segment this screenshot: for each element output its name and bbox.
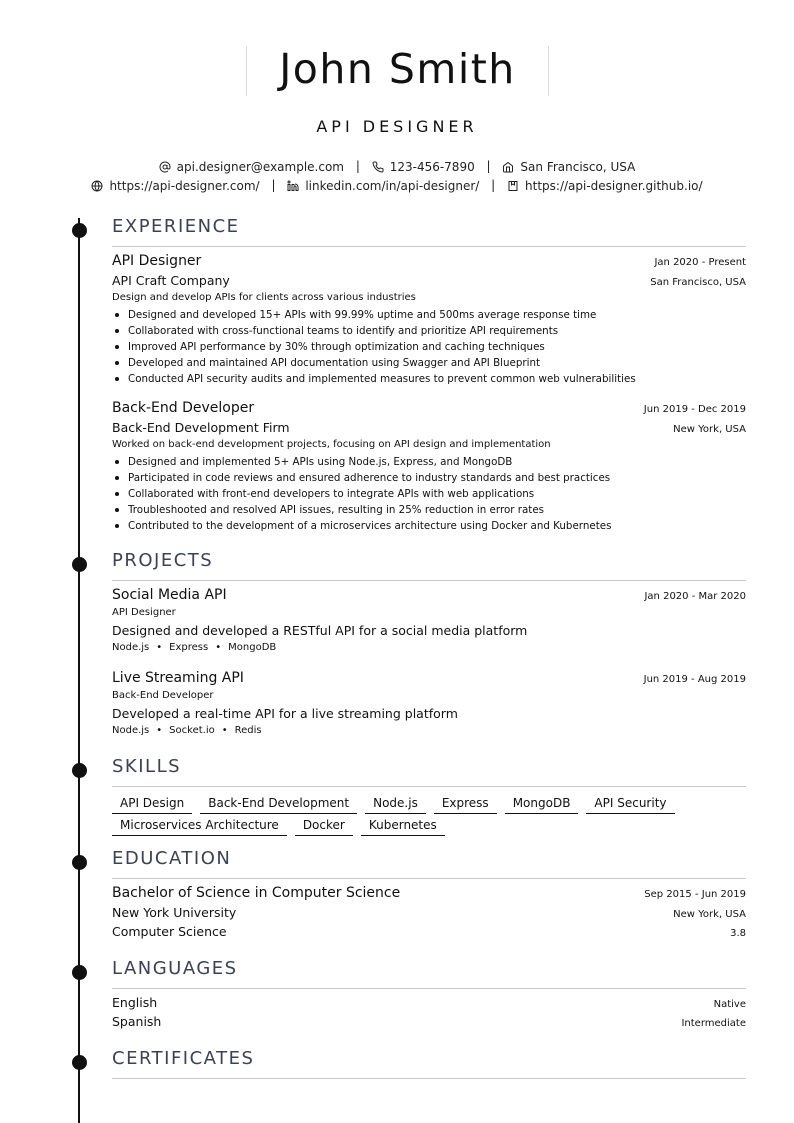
- language-level: Intermediate: [681, 1018, 746, 1029]
- experience-position: API Designer: [112, 253, 202, 269]
- tech-separator: •: [215, 642, 222, 653]
- project-role: API Designer: [112, 607, 176, 618]
- globe-icon: [91, 180, 103, 192]
- website-text: https://api-designer.com/: [109, 178, 260, 193]
- list-item: Designed and developed 15+ APIs with 99.99% uptime and 500ms average response time: [112, 307, 746, 323]
- experience-entry-2-bullets: [112, 454, 746, 534]
- project-dates: Jan 2020 - Mar 2020: [644, 591, 746, 602]
- contact-line-1: [0, 159, 794, 174]
- timeline-dot: [72, 855, 87, 870]
- experience-entry-1-header: [112, 253, 746, 269]
- project-dates: Jun 2019 - Aug 2019: [643, 674, 746, 685]
- education-field: Computer Science: [112, 924, 227, 939]
- job-title: API DESIGNER: [316, 117, 478, 136]
- education-school-row: [112, 905, 746, 920]
- education-heading: EDUCATION: [112, 848, 232, 869]
- certificates-heading: CERTIFICATES: [112, 1048, 255, 1069]
- language-level: Native: [713, 999, 746, 1010]
- tech-separator: •: [156, 725, 163, 736]
- separator: |: [271, 178, 276, 192]
- tech-item: MongoDB: [228, 642, 277, 653]
- experience-company: API Craft Company: [112, 273, 230, 288]
- separator: |: [355, 159, 360, 173]
- linkedin-text: linkedin.com/in/api-designer/: [305, 178, 480, 193]
- experience-heading: EXPERIENCE: [112, 216, 240, 237]
- github-link[interactable]: [507, 179, 703, 193]
- list-item: Designed and implemented 5+ APIs using Node.js, Express, and MongoDB: [112, 454, 746, 470]
- section-divider: [112, 246, 746, 247]
- candidate-name: John Smith: [279, 45, 516, 93]
- website-link[interactable]: [91, 179, 259, 193]
- experience-location: San Francisco, USA: [650, 277, 746, 288]
- experience-position: Back-End Developer: [112, 400, 255, 416]
- list-item: Collaborated with front-end developers to integrate APIs with web applications: [112, 486, 746, 502]
- experience-dates: Jun 2019 - Dec 2019: [643, 404, 746, 415]
- education-dates: Sep 2015 - Jun 2019: [644, 889, 746, 900]
- list-item: Conducted API security audits and implemented measures to prevent common web vulnerabilities: [112, 371, 746, 387]
- experience-entry-1-company-row: [112, 273, 746, 288]
- skill-tag: Express: [434, 794, 497, 814]
- timeline-line: [78, 218, 80, 1123]
- skills-list: [112, 792, 746, 836]
- name-block: [246, 46, 549, 96]
- contact-line-2: [0, 178, 794, 193]
- phone-contact[interactable]: [372, 160, 475, 174]
- section-divider: [112, 580, 746, 581]
- education-gpa: 3.8: [730, 928, 746, 939]
- timeline-dot: [72, 557, 87, 572]
- experience-entry-2-company-row: [112, 420, 746, 435]
- separator: |: [486, 159, 491, 173]
- languages-heading: LANGUAGES: [112, 958, 238, 979]
- timeline-dot: [72, 965, 87, 980]
- education-school: New York University: [112, 905, 237, 920]
- skill-tag: Node.js: [365, 794, 426, 814]
- experience-entry-2-summary-row: [112, 439, 746, 450]
- project-2-header: [112, 670, 746, 686]
- project-1-header: [112, 587, 746, 603]
- email-text: api.designer@example.com: [176, 159, 344, 174]
- language-name: Spanish: [112, 1014, 162, 1029]
- project-1-description-row: [112, 623, 746, 638]
- separator: |: [491, 178, 496, 192]
- home-icon: [502, 161, 514, 173]
- project-1-tech: [112, 642, 276, 653]
- project-name: Social Media API: [112, 587, 227, 603]
- skill-tag: MongoDB: [505, 794, 579, 814]
- bookmark-page-icon: [507, 180, 519, 192]
- education-header: [112, 885, 746, 901]
- experience-entry-1-bullets: [112, 307, 746, 387]
- project-1-role-row: [112, 607, 746, 618]
- tech-item: Express: [169, 642, 209, 653]
- project-2-description-row: [112, 706, 746, 721]
- phone-icon: [372, 161, 384, 173]
- experience-summary: Design and develop APIs for clients across various industries: [112, 292, 416, 303]
- skill-tag: Back-End Development: [200, 794, 357, 814]
- project-description: Designed and developed a RESTful API for a social media platform: [112, 623, 528, 638]
- list-item: Improved API performance by 30% through optimization and caching techniques: [112, 339, 746, 355]
- tech-item: Node.js: [112, 725, 150, 736]
- skill-tag: API Security: [586, 794, 674, 814]
- project-name: Live Streaming API: [112, 670, 244, 686]
- experience-summary: Worked on back-end development projects, focusing on API design and implementation: [112, 439, 551, 450]
- skill-tag: Kubernetes: [361, 816, 445, 836]
- experience-entry-1-summary-row: [112, 292, 746, 303]
- list-item: Participated in code reviews and ensured adherence to industry standards and best practices: [112, 470, 746, 486]
- linkedin-link[interactable]: [287, 179, 479, 193]
- list-item: Troubleshooted and resolved API issues, resulting in 25% reduction in error rates: [112, 502, 746, 518]
- timeline-dot: [72, 763, 87, 778]
- list-item: Collaborated with cross-functional teams to identify and prioritize API requirements: [112, 323, 746, 339]
- education-field-row: [112, 924, 746, 939]
- tech-item: Redis: [234, 725, 262, 736]
- tech-item: Node.js: [112, 642, 150, 653]
- location-text: San Francisco, USA: [520, 159, 636, 174]
- education-degree: Bachelor of Science in Computer Science: [112, 885, 401, 901]
- experience-location: New York, USA: [673, 424, 746, 435]
- location-contact: [502, 160, 635, 174]
- linkedin-icon: [287, 180, 299, 192]
- experience-company: Back-End Development Firm: [112, 420, 290, 435]
- list-item: Developed and maintained API documentation using Swagger and API Blueprint: [112, 355, 746, 371]
- skills-heading: SKILLS: [112, 756, 182, 777]
- project-role: Back-End Developer: [112, 690, 214, 701]
- language-name: English: [112, 995, 158, 1010]
- skill-tag: Docker: [295, 816, 353, 836]
- email-contact[interactable]: [159, 160, 344, 174]
- language-row: [112, 1014, 746, 1029]
- at-sign-icon: [159, 161, 171, 173]
- section-divider: [112, 786, 746, 787]
- project-description: Developed a real-time API for a live streaming platform: [112, 706, 458, 721]
- projects-heading: PROJECTS: [112, 550, 214, 571]
- phone-text: 123-456-7890: [389, 159, 475, 174]
- list-item: Contributed to the development of a microservices architecture using Docker and Kubernetes: [112, 518, 746, 534]
- experience-dates: Jan 2020 - Present: [654, 257, 746, 268]
- language-row: [112, 995, 746, 1010]
- experience-entry-2-header: [112, 400, 746, 416]
- timeline-dot: [72, 1055, 87, 1070]
- github-text: https://api-designer.github.io/: [525, 178, 703, 193]
- skill-tag: Microservices Architecture: [112, 816, 287, 836]
- section-divider: [112, 878, 746, 879]
- education-location: New York, USA: [673, 909, 746, 920]
- tech-separator: •: [156, 642, 163, 653]
- section-divider: [112, 988, 746, 989]
- project-2-role-row: [112, 690, 746, 701]
- section-divider: [112, 1078, 746, 1079]
- skill-tag: API Design: [112, 794, 192, 814]
- project-2-tech: [112, 725, 262, 736]
- tech-item: Socket.io: [169, 725, 215, 736]
- timeline-dot: [72, 223, 87, 238]
- tech-separator: •: [221, 725, 228, 736]
